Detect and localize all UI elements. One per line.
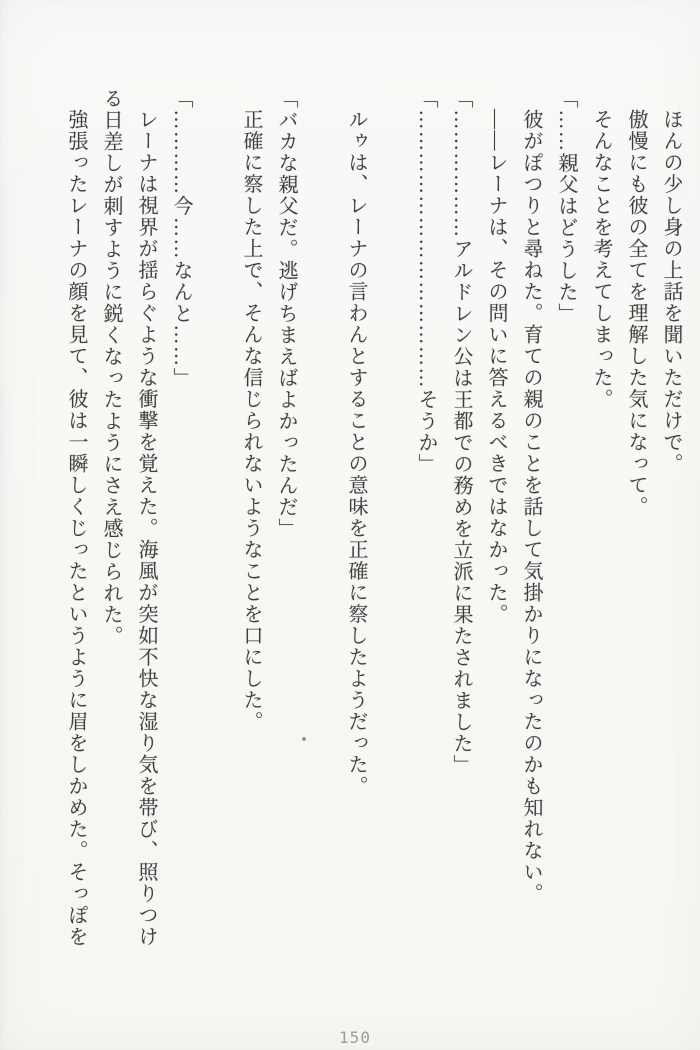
text-line: 「………………アルドレン公は王都での務めを立派に果たされました」 xyxy=(450,88,472,776)
blank-line xyxy=(373,88,408,960)
text-line: 強張ったレーナの顔を見て、彼は一瞬しくじったというように眉をしかめた。そっぽを xyxy=(65,109,87,948)
text-line: 傲慢にも彼の全てを理解した気になって。 xyxy=(625,109,647,518)
text-line: 「バカな親父だ。逃げちまえばよかったんだ」 xyxy=(275,88,297,540)
text-line: 「…………今……なんと……」 xyxy=(170,88,192,389)
text-line: ルゥは、レーナの言わんとすることの意味を正確に察したようだった。 xyxy=(345,109,367,797)
text-line: 彼がぽつりと尋ねた。育ての親のことを話して気掛かりになったのかも知れない。 xyxy=(520,109,542,905)
page-text xyxy=(58,88,688,968)
text-line: 正確に察した上で、そんな信じられないようなことを口にした。 xyxy=(240,109,262,733)
text-line: る日差しが刺すように鋭くなったようにさえ感じられた。 xyxy=(100,88,122,647)
scan-speck-dot xyxy=(302,737,306,741)
text-line: 「……親父はどうした」 xyxy=(555,88,577,325)
blank-line xyxy=(198,88,233,960)
text-line: レーナは視界が揺らぐような衝撃を覚えた。海風が突如不快な湿り気を帯び、照りつけ xyxy=(135,109,157,948)
blank-line xyxy=(303,88,338,960)
text-line: ほんの少し身の上話を聞いただけで。 xyxy=(660,109,682,475)
page-number: 150 xyxy=(339,1028,371,1047)
text-line: そんなことを考えてしまった。 xyxy=(590,109,612,410)
text-line: 「…………………………………そうか」 xyxy=(415,88,437,475)
text-line: ――レーナは、その問いに答えるべきではなかった。 xyxy=(485,109,507,625)
